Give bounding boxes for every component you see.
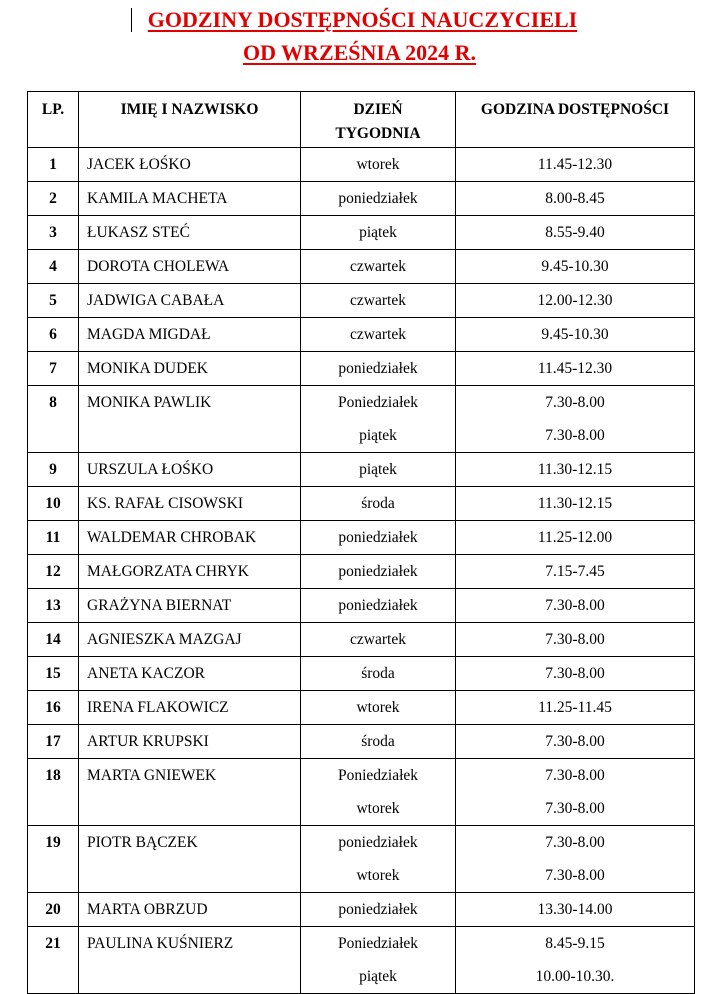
row-number-text: 19	[45, 834, 61, 851]
row-number-text: 13	[45, 597, 61, 614]
row-number-text: 20	[45, 901, 61, 918]
weekday: Poniedziałek	[337, 767, 419, 784]
teacher-name	[79, 521, 301, 555]
availability-hours: 12.00-12.30	[537, 292, 613, 309]
row-number-text: 11	[45, 529, 61, 546]
teacher-name	[79, 657, 301, 691]
teacher-name	[79, 487, 301, 521]
weekday: środa	[361, 495, 395, 512]
weekday-cell	[301, 893, 456, 927]
teacher-name-text: MAŁGORZATA CHRYK	[87, 563, 249, 580]
availability-hours-cell	[456, 725, 695, 759]
weekday-cell	[301, 657, 456, 691]
teacher-name-text: URSZULA ŁOŚKO	[87, 461, 214, 478]
availability-hours-cell	[456, 893, 695, 927]
availability-hours: 7.30-8.00	[545, 867, 605, 884]
availability-hours: 11.45-12.30	[537, 156, 613, 173]
availability-hours-cell	[456, 589, 695, 623]
table-row	[28, 182, 695, 216]
availability-hours-cell	[456, 826, 695, 893]
weekday: czwartek	[350, 258, 406, 275]
table-row	[28, 691, 695, 725]
row-number	[28, 657, 79, 691]
teacher-name	[79, 250, 301, 284]
weekday-cell	[301, 352, 456, 386]
availability-hours: 11.45-12.30	[537, 360, 613, 377]
row-number-text: 21	[45, 935, 61, 952]
availability-hours: 11.30-12.15	[537, 495, 613, 512]
row-number	[28, 555, 79, 589]
weekday-cell	[301, 453, 456, 487]
row-number	[28, 487, 79, 521]
teacher-name	[79, 623, 301, 657]
row-number	[28, 521, 79, 555]
table-row	[28, 453, 695, 487]
table-row	[28, 352, 695, 386]
availability-hours: 11.30-12.15	[537, 461, 613, 478]
weekday-cell	[301, 250, 456, 284]
weekday: środa	[361, 733, 395, 750]
teacher-name	[79, 589, 301, 623]
teacher-name-text: KS. RAFAŁ CISOWSKI	[87, 495, 244, 512]
teacher-name-text: MONIKA PAWLIK	[87, 394, 212, 411]
table-row	[28, 555, 695, 589]
teacher-name-text: MAGDA MIGDAŁ	[87, 326, 211, 343]
teacher-name-text: ARTUR KRUPSKI	[87, 733, 209, 750]
header-day-line1: DZIEŃ	[353, 101, 403, 118]
availability-hours: 7.30-8.00	[545, 394, 605, 411]
weekday: piątek	[359, 968, 397, 985]
weekday: wtorek	[356, 699, 400, 716]
availability-hours-cell	[456, 691, 695, 725]
weekday-cell	[301, 759, 456, 826]
availability-hours-cell	[456, 759, 695, 826]
row-number	[28, 318, 79, 352]
row-number	[28, 691, 79, 725]
table-row	[28, 284, 695, 318]
availability-hours: 7.30-8.00	[545, 427, 605, 444]
weekday: poniedziałek	[338, 190, 418, 207]
teacher-name	[79, 893, 301, 927]
table-row	[28, 826, 695, 893]
row-number-text: 12	[45, 563, 61, 580]
row-number	[28, 589, 79, 623]
availability-hours: 7.30-8.00	[545, 733, 605, 750]
availability-hours-cell	[456, 453, 695, 487]
availability-hours: 9.45-10.30	[541, 258, 609, 275]
availability-hours: 7.30-8.00	[545, 665, 605, 682]
header-hours: GODZINA DOSTĘPNOŚCI	[456, 92, 695, 148]
teacher-name-text: MARTA OBRZUD	[87, 901, 208, 918]
row-number-text: 14	[45, 631, 61, 648]
row-number	[28, 216, 79, 250]
document-subtitle: OD WRZEŚNIA 2024 R.	[242, 40, 477, 65]
weekday: poniedziałek	[338, 529, 418, 546]
weekday-cell	[301, 589, 456, 623]
teacher-name	[79, 927, 301, 994]
weekday-cell	[301, 148, 456, 182]
row-number	[28, 250, 79, 284]
teacher-name	[79, 826, 301, 893]
teacher-name-text: PIOTR BĄCZEK	[87, 834, 198, 851]
teacher-name	[79, 352, 301, 386]
row-number-text: 4	[49, 258, 57, 275]
row-number-text: 6	[49, 326, 57, 343]
table-row	[28, 487, 695, 521]
row-number-text: 18	[45, 767, 61, 784]
table-row	[28, 386, 695, 453]
weekday-cell	[301, 318, 456, 352]
row-number	[28, 826, 79, 893]
weekday: czwartek	[350, 631, 406, 648]
weekday-cell	[301, 555, 456, 589]
table-row	[28, 759, 695, 826]
availability-hours: 9.45-10.30	[541, 326, 609, 343]
weekday: wtorek	[356, 156, 400, 173]
teacher-name-text: PAULINA KUŚNIERZ	[87, 935, 234, 952]
row-number-text: 16	[45, 699, 61, 716]
weekday-cell	[301, 521, 456, 555]
row-number	[28, 148, 79, 182]
table-row	[28, 216, 695, 250]
availability-hours: 8.00-8.45	[545, 190, 605, 207]
weekday: wtorek	[356, 867, 400, 884]
teacher-name-text: MARTA GNIEWEK	[87, 767, 217, 784]
teacher-name-text: IRENA FLAKOWICZ	[87, 699, 229, 716]
header-name: IMIĘ I NAZWISKO	[79, 92, 301, 148]
weekday: czwartek	[350, 326, 406, 343]
teacher-name	[79, 759, 301, 826]
weekday: poniedziałek	[338, 834, 418, 851]
table-row	[28, 623, 695, 657]
teacher-name	[79, 216, 301, 250]
teacher-name-text: ŁUKASZ STEĆ	[87, 224, 190, 241]
teacher-name-text: AGNIESZKA MAZGAJ	[87, 631, 242, 648]
availability-hours-cell	[456, 148, 695, 182]
availability-hours: 7.30-8.00	[545, 767, 605, 784]
row-number-text: 5	[49, 292, 57, 309]
availability-hours-cell	[456, 555, 695, 589]
weekday: środa	[361, 665, 395, 682]
table-row	[28, 318, 695, 352]
table-row	[28, 927, 695, 994]
header-lp: LP.	[28, 92, 79, 148]
teacher-name	[79, 386, 301, 453]
weekday: wtorek	[356, 800, 400, 817]
row-number-text: 10	[45, 495, 61, 512]
availability-hours-cell	[456, 386, 695, 453]
row-number-text: 1	[49, 156, 57, 173]
table-row	[28, 657, 695, 691]
availability-hours: 10.00-10.30.	[535, 968, 615, 985]
teacher-name-text: DOROTA CHOLEWA	[87, 258, 230, 275]
availability-hours: 8.55-9.40	[545, 224, 605, 241]
row-number	[28, 623, 79, 657]
weekday: Poniedziałek	[337, 935, 419, 952]
weekday: piątek	[359, 224, 397, 241]
availability-hours: 7.15-7.45	[545, 563, 605, 580]
availability-hours: 8.45-9.15	[545, 935, 605, 952]
availability-hours-cell	[456, 182, 695, 216]
weekday: poniedziałek	[338, 901, 418, 918]
weekday-cell	[301, 216, 456, 250]
row-number-text: 15	[45, 665, 61, 682]
row-number-text: 17	[45, 733, 61, 750]
table-row	[28, 589, 695, 623]
row-number	[28, 386, 79, 453]
table-row	[28, 148, 695, 182]
teacher-name-text: GRAŻYNA BIERNAT	[87, 597, 232, 614]
row-number	[28, 352, 79, 386]
table-row	[28, 893, 695, 927]
weekday-cell	[301, 691, 456, 725]
table-body	[28, 148, 695, 994]
availability-hours: 7.30-8.00	[545, 631, 605, 648]
teacher-name	[79, 182, 301, 216]
weekday: piątek	[359, 461, 397, 478]
row-number	[28, 453, 79, 487]
availability-hours: 7.30-8.00	[545, 800, 605, 817]
row-number-text: 7	[49, 360, 57, 377]
weekday: Poniedziałek	[337, 394, 419, 411]
header-day-line2: TYGODNIA	[335, 125, 421, 142]
weekday-cell	[301, 623, 456, 657]
availability-hours: 7.30-8.00	[545, 597, 605, 614]
teacher-name	[79, 725, 301, 759]
row-number	[28, 927, 79, 994]
teacher-name	[79, 691, 301, 725]
weekday-cell	[301, 826, 456, 893]
weekday-cell	[301, 386, 456, 453]
availability-hours-cell	[456, 216, 695, 250]
availability-hours-cell	[456, 318, 695, 352]
weekday: czwartek	[350, 292, 406, 309]
table-row	[28, 521, 695, 555]
availability-hours: 11.25-12.00	[537, 529, 613, 546]
weekday-cell	[301, 487, 456, 521]
teacher-name-text: JADWIGA CABAŁA	[87, 292, 225, 309]
row-number-text: 9	[49, 461, 57, 478]
weekday-cell	[301, 182, 456, 216]
teacher-name	[79, 148, 301, 182]
availability-hours: 7.30-8.00	[545, 834, 605, 851]
availability-hours-cell	[456, 927, 695, 994]
availability-table	[27, 91, 695, 994]
weekday: poniedziałek	[338, 563, 418, 580]
teacher-name-text: WALDEMAR CHROBAK	[87, 529, 257, 546]
availability-hours-cell	[456, 284, 695, 318]
availability-hours: 13.30-14.00	[537, 901, 613, 918]
header-day	[301, 92, 456, 148]
row-number-text: 2	[49, 190, 57, 207]
weekday: poniedziałek	[338, 597, 418, 614]
weekday: poniedziałek	[338, 360, 418, 377]
row-number-text: 8	[49, 394, 57, 411]
teacher-name-text: JACEK ŁOŚKO	[87, 156, 191, 173]
teacher-name-text: KAMILA MACHETA	[87, 190, 228, 207]
table-row	[28, 725, 695, 759]
table-header-row	[28, 92, 695, 148]
availability-hours: 11.25-11.45	[538, 699, 612, 716]
teacher-name	[79, 318, 301, 352]
row-number	[28, 182, 79, 216]
row-number	[28, 284, 79, 318]
weekday-cell	[301, 725, 456, 759]
availability-hours-cell	[456, 487, 695, 521]
teacher-name	[79, 453, 301, 487]
availability-hours-cell	[456, 521, 695, 555]
table-row	[28, 250, 695, 284]
document-title: GODZINY DOSTĘPNOŚCI NAUCZYCIELI	[147, 7, 578, 32]
availability-hours-cell	[456, 657, 695, 691]
teacher-name-text: MONIKA DUDEK	[87, 360, 208, 377]
weekday: piątek	[359, 427, 397, 444]
weekday-cell	[301, 284, 456, 318]
weekday-cell	[301, 927, 456, 994]
availability-hours-cell	[456, 623, 695, 657]
teacher-name-text: ANETA KACZOR	[87, 665, 206, 682]
row-number	[28, 725, 79, 759]
teacher-name	[79, 555, 301, 589]
row-number	[28, 759, 79, 826]
availability-hours-cell	[456, 250, 695, 284]
availability-hours-cell	[456, 352, 695, 386]
teacher-name	[79, 284, 301, 318]
row-number	[28, 893, 79, 927]
row-number-text: 3	[49, 224, 57, 241]
